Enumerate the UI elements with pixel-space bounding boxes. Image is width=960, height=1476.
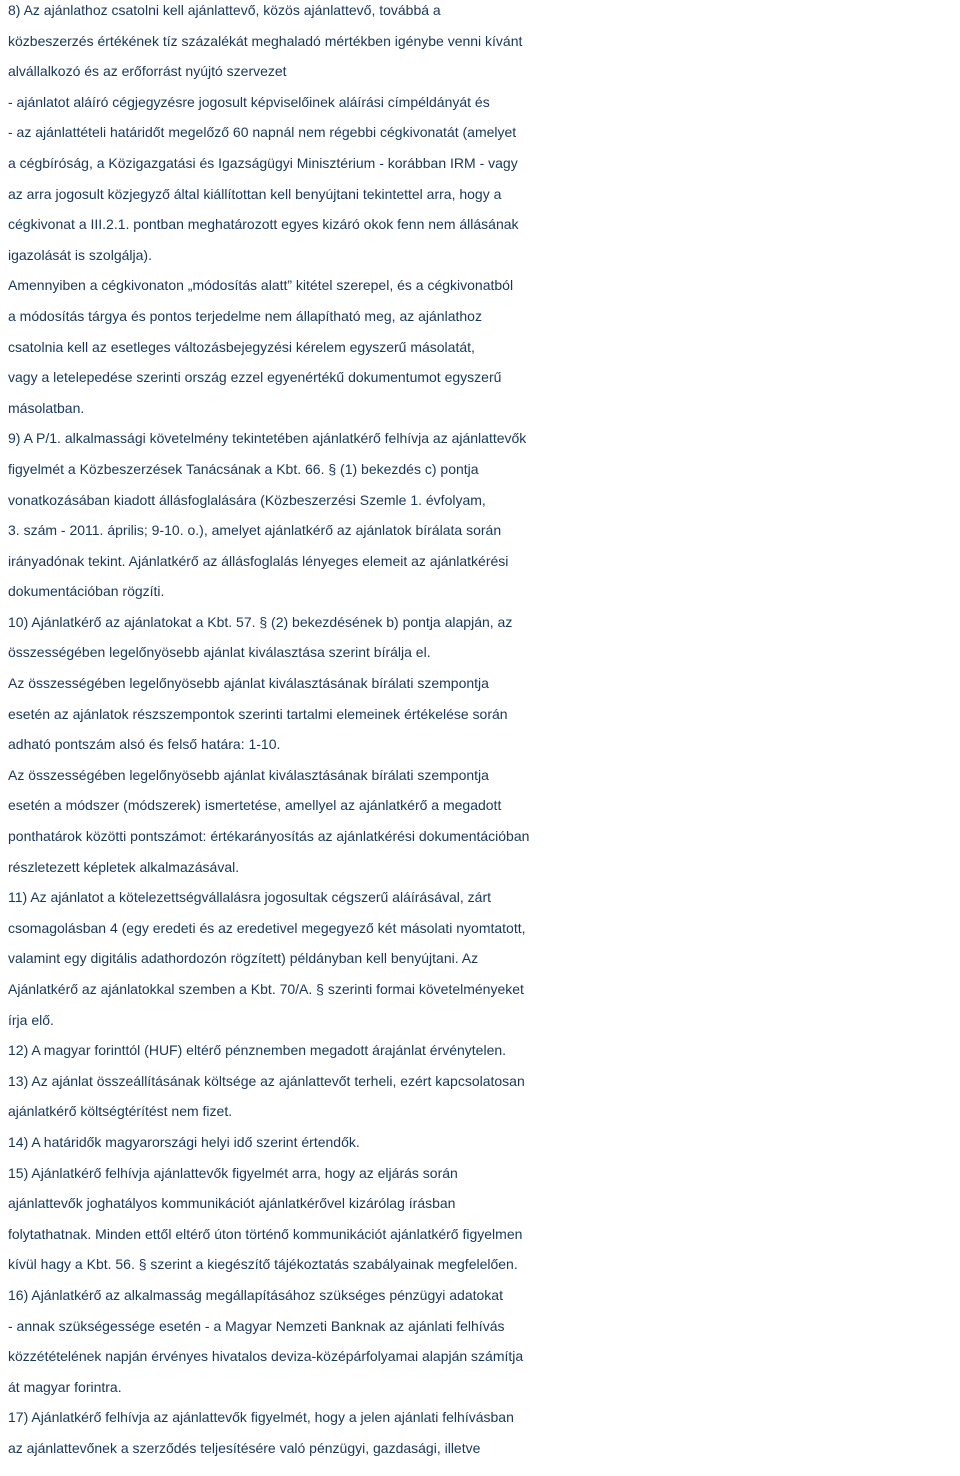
text-line: kívül hagy a Kbt. 56. § szerint a kiegészítő tájékoztatás szabályainak megfelelően. xyxy=(8,1256,518,1273)
text-line: 3. szám - 2011. április; 9-10. o.), amelyet ajánlatkérő az ajánlatok bírálata során xyxy=(8,522,502,539)
text-line: - az ajánlattételi határidőt megelőző 60 napnál nem régebbi cégkivonatát (amelyet xyxy=(8,124,517,141)
text-line: írja elő. xyxy=(8,1011,54,1028)
text-line: alvállalkozó és az erőforrást nyújtó szervezet xyxy=(8,63,287,80)
text-line: irányadónak tekint. Ajánlatkérő az állásfoglalás lényeges elemeit az ajánlatkérési xyxy=(8,552,509,569)
text-line: közzétételének napján érvényes hivatalos deviza-középárfolyamai alapján számítja xyxy=(8,1348,524,1365)
text-line: Az összességében legelőnyösebb ajánlat kiválasztásának bírálati szempontja xyxy=(8,675,489,692)
text-line: közbeszerzés értékének tíz százalékát meghaladó mértékben igénybe venni kívánt xyxy=(8,32,523,49)
text-line: dokumentációban rögzíti. xyxy=(8,583,165,600)
text-line: igazolását is szolgálja). xyxy=(8,246,152,263)
text-line: figyelmét a Közbeszerzések Tanácsának a Kbt. 66. § (1) bekezdés c) pontja xyxy=(8,460,479,477)
text-line: másolatban. xyxy=(8,399,85,416)
text-line: adható pontszám alsó és felső határa: 1-10. xyxy=(8,736,281,753)
text-line: 16) Ajánlatkérő az alkalmasság megállapításához szükséges pénzügyi adatokat xyxy=(8,1286,503,1303)
text-line: Ajánlatkérő az ajánlatokkal szemben a Kbt. 70/A. § szerinti formai követelményeket xyxy=(8,981,524,997)
text-line: az arra jogosult közjegyző által kiállítottan kell benyújtani tekintettel arra, hogy a xyxy=(8,185,502,202)
text-line: csatolnia kell az esetleges változásbejegyzési kérelem egyszerű másolatát, xyxy=(8,338,475,355)
text-line: Amennyiben a cégkivonaton „módosítás alatt” kitétel szerepel, és a cégkivonatból xyxy=(8,277,514,294)
text-line: 15) Ajánlatkérő felhívja ajánlattevők figyelmét arra, hogy az eljárás során xyxy=(8,1164,458,1181)
text-line: - annak szükségessége esetén - a Magyar Nemzeti Banknak az ajánlati felhívás xyxy=(8,1317,505,1334)
text-line: esetén a módszer (módszerek) ismertetése, amellyel az ajánlatkérő a megadott xyxy=(8,797,502,814)
text-line: részletezett képletek alkalmazásával. xyxy=(8,858,240,875)
text-line: 8) Az ajánlathoz csatolni kell ajánlattevő, közös ajánlattevő, továbbá a xyxy=(8,2,441,18)
text-line: a módosítás tárgya és pontos terjedelme nem állapítható meg, az ajánlathoz xyxy=(8,307,482,324)
text-line: 11) Az ajánlatot a kötelezettségvállalásra jogosultak cégszerű aláírásával, zárt xyxy=(8,889,492,906)
text-line: 10) Ajánlatkérő az ajánlatokat a Kbt. 57. § (2) bekezdésének b) pontja alapján, az xyxy=(8,613,513,630)
text-line: cégkivonat a III.2.1. pontban meghatározott egyes kizáró okok fenn nem állásának xyxy=(8,216,519,233)
text-line: 14) A határidők magyarországi helyi idő szerint értendők. xyxy=(8,1133,360,1150)
text-line: ajánlatkérő költségtérítést nem fizet. xyxy=(8,1103,233,1120)
text-line: vonatkozásában kiadott állásfoglalására (Közbeszerzési Szemle 1. évfolyam, xyxy=(8,491,486,508)
text-line: 13) Az ajánlat összeállításának költsége az ajánlattevőt terheli, ezért kapcsolatosan xyxy=(8,1072,525,1089)
text-line: összességében legelőnyösebb ajánlat kiválasztása szerint bírálja el. xyxy=(8,644,431,661)
text-line: valamint egy digitális adathordozón rögzített) példányban kell benyújtani. Az xyxy=(8,950,479,967)
text-line: 17) Ajánlatkérő felhívja az ajánlattevők figyelmét, hogy a jelen ajánlati felhívásban xyxy=(8,1409,514,1426)
text-line: át magyar forintra. xyxy=(8,1378,122,1395)
text-line: ajánlattevők joghatályos kommunikációt ajánlatkérővel kizárólag írásban xyxy=(8,1195,456,1212)
text-line: ponthatárok közötti pontszámot: értékarányosítás az ajánlatkérési dokumentációban xyxy=(8,828,530,845)
text-line: az ajánlattevőnek a szerződés teljesítésére való pénzügyi, gazdasági, illetve xyxy=(8,1439,481,1456)
text-line: folytathatnak. Minden ettől eltérő úton történő kommunikációt ajánlatkérő figyelmen xyxy=(8,1225,523,1242)
text-line: 9) A P/1. alkalmassági követelmény tekintetében ajánlatkérő felhívja az ajánlattevők xyxy=(8,430,527,447)
text-line: a cégbíróság, a Közigazgatási és Igazságügyi Minisztérium - korábban IRM - vagy xyxy=(8,154,518,171)
text-line: - ajánlatot aláíró cégjegyzésre jogosult képviselőinek aláírási címpéldányát és xyxy=(8,93,490,110)
text-line: vagy a letelepedése szerinti ország ezzel egyenértékű dokumentumot egyszerű xyxy=(8,369,502,386)
text-line: Az összességében legelőnyösebb ajánlat kiválasztásának bírálati szempontja xyxy=(8,766,489,783)
text-line: csomagolásban 4 (egy eredeti és az eredetivel megegyező két másolati nyomtatott, xyxy=(8,919,526,936)
text-line: esetén az ajánlatok részszempontok szerinti tartalmi elemeinek értékelése során xyxy=(8,705,508,722)
text-line: 12) A magyar forinttól (HUF) eltérő pénznemben megadott árajánlat érvénytelen. xyxy=(8,1042,507,1059)
